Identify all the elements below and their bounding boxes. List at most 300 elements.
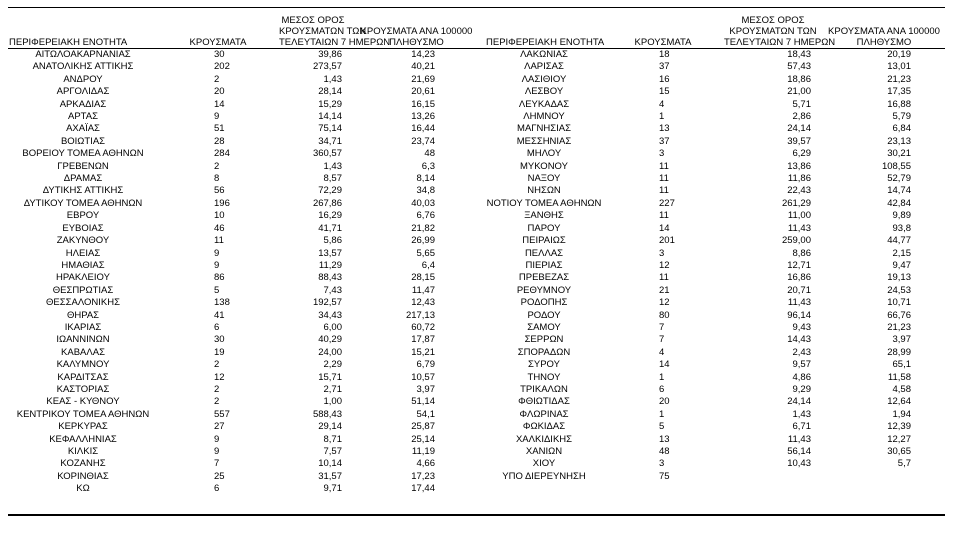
- cases-cell: 20: [214, 86, 225, 98]
- cases-cell: 27: [214, 421, 225, 433]
- cases-cell: 9: [214, 111, 220, 123]
- header-region: ΠΕΡΙΦΕΡΕΙΑΚΗ ΕΝΟΤΗΤΑ: [8, 10, 158, 49]
- table-row: [8, 185, 485, 197]
- cases-cell: 4: [659, 346, 665, 358]
- table-row: [485, 136, 945, 148]
- table-row: [8, 421, 485, 433]
- cases-cell: 6: [659, 383, 665, 395]
- table-body-right: [485, 49, 945, 484]
- header-row: [485, 10, 945, 49]
- cases-cell: 3: [659, 148, 665, 160]
- per100k-cell: 6,79: [416, 359, 435, 371]
- cases-cell: 9: [214, 259, 220, 271]
- region-name-cell: ΦΘΙΩΤΙΔΑΣ: [518, 396, 570, 408]
- cases-cell: 13: [659, 433, 670, 445]
- avg7-cell: 56,14: [787, 446, 811, 457]
- per100k-cell: 9,89: [892, 210, 911, 222]
- avg7-cell: [723, 471, 823, 483]
- avg7-cell: 24,00: [318, 346, 342, 358]
- region-name-cell: ΛΑΣΙΘΙΟΥ: [521, 73, 567, 85]
- cases-cell: 4: [659, 98, 665, 110]
- per100k-cell: 17,87: [411, 334, 435, 346]
- table-row: [485, 198, 945, 210]
- cases-cell: 9: [214, 247, 220, 259]
- avg7-cell: 14,14: [318, 111, 342, 123]
- avg7-cell: 12,71: [787, 259, 811, 271]
- avg7-cell: 14,43: [787, 334, 811, 346]
- table-row: [485, 210, 945, 222]
- region-name-cell: ΡΕΘΥΜΝΟΥ: [516, 284, 572, 296]
- region-name-cell: ΑΝΔΡΟΥ: [63, 73, 103, 85]
- avg7-cell: 6,29: [792, 148, 811, 160]
- avg7-cell: 18,43: [787, 49, 811, 60]
- per100k-cell: 5,79: [892, 111, 911, 123]
- region-name-cell: ΘΕΣΣΑΛΟΝΙΚΗΣ: [46, 297, 120, 309]
- avg7-cell: 29,14: [318, 421, 342, 433]
- avg7-cell: 259,00: [781, 235, 811, 247]
- per100k-cell: 40,21: [411, 61, 435, 73]
- cases-cell: 30: [214, 49, 225, 60]
- avg7-cell: 11,29: [318, 259, 342, 271]
- avg7-cell: 31,57: [318, 470, 342, 482]
- cases-cell: 3: [659, 247, 665, 259]
- cases-cell: 14: [214, 98, 225, 110]
- table-row: [8, 123, 485, 135]
- cases-cell: 12: [659, 297, 670, 309]
- avg7-cell: 1,43: [323, 160, 342, 172]
- region-name-cell: ΡΟΔΟΥ: [527, 309, 561, 321]
- cases-cell: 14: [659, 359, 670, 371]
- cases-cell: 11: [659, 272, 669, 284]
- avg7-cell: 192,57: [312, 297, 342, 309]
- region-name-cell: ΝΑΞΟΥ: [527, 173, 561, 185]
- table-row: [485, 434, 945, 446]
- region-name-cell: ΣΥΡΟΥ: [528, 359, 560, 371]
- region-name-cell: ΧΙΟΥ: [532, 458, 556, 470]
- cases-table-left: [8, 10, 485, 496]
- left-table-container: [8, 10, 485, 496]
- avg7-cell: 2,43: [792, 346, 811, 358]
- region-name-cell: ΓΡΕΒΕΝΩΝ: [57, 160, 109, 172]
- avg7-cell: 7,57: [323, 446, 342, 457]
- per100k-cell: 20,19: [887, 49, 911, 60]
- per100k-cell: 66,76: [887, 309, 911, 321]
- header-per100k: ΚΡΟΥΣΜΑΤΑ ΑΝΑ 100000 ΠΛΗΘΥΣΜΟ: [348, 10, 485, 49]
- cases-cell: 8: [214, 173, 220, 185]
- region-name-cell: ΙΩΑΝΝΙΝΩΝ: [56, 334, 110, 346]
- region-name-cell: ΘΗΡΑΣ: [66, 309, 100, 321]
- region-name-cell: ΗΡΑΚΛΕΙΟΥ: [56, 272, 110, 284]
- cases-cell: 51: [214, 123, 225, 135]
- table-row: [485, 347, 945, 359]
- table-row: [8, 111, 485, 123]
- cases-cell: 1: [659, 111, 665, 123]
- avg7-cell: 24,14: [787, 396, 811, 408]
- cases-cell: 284: [214, 148, 230, 160]
- cases-cell: 2: [214, 396, 220, 408]
- region-name-cell: ΚΑΛΥΜΝΟΥ: [56, 359, 110, 371]
- avg7-cell: 4,86: [792, 371, 811, 383]
- avg7-cell: 39,86: [318, 49, 342, 60]
- per100k-cell: 20,61: [411, 86, 435, 98]
- table-row: [8, 272, 485, 284]
- per100k-cell: 42,84: [887, 197, 911, 209]
- table-row: [8, 446, 485, 458]
- per100k-cell: 3,97: [416, 383, 435, 395]
- per100k-cell: 12,64: [887, 396, 911, 408]
- per100k-cell: 24,53: [887, 284, 911, 296]
- per100k-cell: 19,13: [887, 272, 911, 284]
- region-name-cell: ΗΛΕΙΑΣ: [65, 247, 101, 259]
- cases-cell: 6: [214, 321, 220, 333]
- per100k-cell: 11,47: [411, 284, 435, 296]
- table-row: [485, 123, 945, 135]
- region-name-cell: ΞΑΝΘΗΣ: [524, 210, 564, 222]
- per100k-cell: 2,15: [892, 247, 911, 259]
- header-cases: ΚΡΟΥΣΜΑΤΑ: [603, 10, 723, 49]
- region-name-cell: ΛΑΡΙΣΑΣ: [524, 61, 564, 73]
- per100k-cell: 108,55: [881, 160, 911, 172]
- table-row: [8, 483, 485, 495]
- table-row: [485, 161, 945, 173]
- cases-cell: 46: [214, 222, 225, 234]
- region-name-cell: ΚΕΝΤΡΙΚΟΥ ΤΟΜΕΑ ΑΘΗΝΩΝ: [16, 408, 150, 420]
- cases-cell: 11: [214, 235, 224, 247]
- avg7-cell: 21,00: [787, 86, 811, 98]
- avg7-cell: 261,29: [781, 197, 811, 209]
- region-name-cell: ΡΟΔΟΠΗΣ: [520, 297, 568, 309]
- per100k-cell: 12,27: [887, 433, 911, 445]
- avg7-cell: 360,57: [312, 148, 342, 160]
- region-name-cell: ΑΡΓΟΛΙΔΑΣ: [56, 86, 110, 98]
- header-avg7: ΜΕΣΟΣ ΟΡΟΣ ΚΡΟΥΣΜΑΤΩΝ ΤΩΝ ΤΕΛΕΥΤΑΙΩΝ 7 ΗΜΕΡΩΝ: [723, 10, 823, 49]
- region-name-cell: ΜΑΓΝΗΣΙΑΣ: [517, 123, 571, 135]
- region-name-cell: ΔΥΤΙΚΟΥ ΤΟΜΕΑ ΑΘΗΝΩΝ: [23, 197, 143, 209]
- table-row: [485, 372, 945, 384]
- per100k-cell: 23,74: [411, 135, 435, 147]
- per100k-cell: 17,35: [887, 86, 911, 98]
- avg7-cell: 5,71: [792, 98, 811, 110]
- region-name-cell: ΑΝΑΤΟΛΙΚΗΣ ΑΤΤΙΚΗΣ: [32, 61, 134, 73]
- table-row: [8, 347, 485, 359]
- avg7-cell: 8,71: [323, 433, 342, 445]
- table-row: [8, 198, 485, 210]
- cases-cell: 2: [214, 160, 220, 172]
- region-name-cell: ΕΥΒΟΙΑΣ: [62, 222, 104, 234]
- per100k-cell: 28,15: [411, 272, 435, 284]
- region-name-cell: ΖΑΚΥΝΘΟΥ: [56, 235, 110, 247]
- table-row: [485, 384, 945, 396]
- per100k-cell: 25,14: [411, 433, 435, 445]
- cases-cell: 16: [659, 73, 670, 85]
- per100k-cell: 16,15: [411, 98, 435, 110]
- table-row: [485, 148, 945, 160]
- table-row: [8, 248, 485, 260]
- per100k-cell: 10,71: [887, 297, 911, 309]
- region-name-cell: ΜΥΚΟΝΟΥ: [520, 160, 568, 172]
- avg7-cell: 15,29: [318, 98, 342, 110]
- header-row: [8, 10, 485, 49]
- avg7-cell: 16,29: [318, 210, 342, 222]
- cases-cell: 2: [214, 73, 220, 85]
- per100k-cell: 93,8: [892, 222, 911, 234]
- region-name-cell: ΛΗΜΝΟΥ: [523, 111, 565, 123]
- avg7-cell: 8,57: [323, 173, 342, 185]
- cases-cell: 13: [659, 123, 670, 135]
- avg7-cell: 11,43: [787, 297, 811, 309]
- avg7-cell: 11,00: [787, 210, 811, 222]
- region-name-cell: ΝΗΣΩΝ: [527, 185, 561, 197]
- table-row: [8, 372, 485, 384]
- region-name-cell: ΚΕΑΣ - ΚΥΘΝΟΥ: [46, 396, 120, 408]
- per100k-cell: 13,01: [887, 61, 911, 73]
- region-name-cell: ΙΚΑΡΙΑΣ: [64, 321, 102, 333]
- region-name-cell: ΔΥΤΙΚΗΣ ΑΤΤΙΚΗΣ: [42, 185, 124, 197]
- cases-cell: 6: [214, 483, 220, 495]
- table-row: [485, 74, 945, 86]
- region-name-cell: ΚΕΡΚΥΡΑΣ: [58, 421, 108, 433]
- right-table-container: [485, 10, 945, 483]
- region-name-cell: ΠΡΕΒΕΖΑΣ: [518, 272, 570, 284]
- per100k-cell: 12,39: [887, 421, 911, 433]
- region-name-cell: ΝΟΤΙΟΥ ΤΟΜΕΑ ΑΘΗΝΩΝ: [486, 197, 602, 209]
- table-row: [8, 384, 485, 396]
- avg7-cell: 1,00: [323, 396, 342, 408]
- region-name-cell: ΠΙΕΡΙΑΣ: [525, 259, 563, 271]
- avg7-cell: 9,71: [323, 483, 342, 495]
- table-row: [8, 136, 485, 148]
- region-name-cell: ΑΡΤΑΣ: [68, 111, 98, 123]
- region-name-cell: ΤΗΝΟΥ: [527, 371, 561, 383]
- table-row: [8, 61, 485, 73]
- avg7-cell: 75,14: [318, 123, 342, 135]
- table-row: [8, 49, 485, 62]
- avg7-cell: 7,43: [323, 284, 342, 296]
- per100k-cell: 14,74: [887, 185, 911, 197]
- avg7-cell: 6,71: [792, 421, 811, 433]
- table-row: [485, 322, 945, 334]
- region-name-cell: ΛΕΣΒΟΥ: [524, 86, 564, 98]
- table-row: [485, 334, 945, 346]
- header-cases: ΚΡΟΥΣΜΑΤΑ: [158, 10, 278, 49]
- per100k-cell: 6,76: [416, 210, 435, 222]
- avg7-cell: 11,86: [787, 173, 811, 185]
- per100k-cell: 11,58: [887, 371, 911, 383]
- cases-cell: 201: [659, 235, 675, 247]
- cases-cell: 28: [214, 135, 225, 147]
- per100k-cell: 17,44: [411, 483, 435, 495]
- table-row: [8, 434, 485, 446]
- cases-cell: 20: [659, 396, 670, 408]
- cases-cell: 2: [214, 383, 220, 395]
- region-name-cell: ΗΜΑΘΙΑΣ: [61, 259, 105, 271]
- table-row: [8, 297, 485, 309]
- cases-cell: 7: [659, 321, 665, 333]
- table-row: [485, 285, 945, 297]
- table-row: [8, 210, 485, 222]
- per100k-cell: 8,14: [416, 173, 435, 185]
- avg7-cell: 273,57: [312, 61, 342, 73]
- per100k-cell: 6,4: [421, 259, 435, 271]
- header-region: ΠΕΡΙΦΕΡΕΙΑΚΗ ΕΝΟΤΗΤΑ: [485, 10, 603, 49]
- cases-cell: 11: [659, 160, 669, 172]
- region-name-cell: ΚΩ: [76, 483, 90, 495]
- cases-cell: 5: [659, 421, 665, 433]
- avg7-cell: 39,57: [787, 135, 811, 147]
- per100k-cell: 16,44: [411, 123, 435, 135]
- cases-cell: 37: [659, 61, 670, 73]
- region-name-cell: ΑΙΤΩΛΟΑΚΑΡΝΑΝΙΑΣ: [35, 49, 131, 60]
- cases-cell: 30: [214, 334, 225, 346]
- avg7-cell: 96,14: [787, 309, 811, 321]
- table-row: [485, 49, 945, 62]
- region-name-cell: ΣΠΟΡΑΔΩΝ: [517, 346, 571, 358]
- avg7-cell: 16,86: [787, 272, 811, 284]
- avg7-cell: 13,86: [787, 160, 811, 172]
- avg7-cell: 9,43: [792, 321, 811, 333]
- region-name-cell: ΚΟΡΙΝΘΙΑΣ: [57, 470, 109, 482]
- table-row: [8, 458, 485, 470]
- table-body-left: [8, 49, 485, 496]
- cases-cell: 21: [659, 284, 670, 296]
- table-row: [8, 409, 485, 421]
- region-name-cell: ΛΑΚΩΝΙΑΣ: [520, 49, 568, 60]
- per100k-cell: 21,23: [887, 73, 911, 85]
- table-row: [485, 248, 945, 260]
- table-row: [8, 235, 485, 247]
- per100k-cell: 3,97: [892, 334, 911, 346]
- cases-cell: 15: [659, 86, 670, 98]
- per100k-cell: 11,19: [411, 446, 435, 457]
- table-row: [485, 86, 945, 98]
- avg7-cell: 41,71: [318, 222, 342, 234]
- table-row: [485, 421, 945, 433]
- cases-cell: 56: [214, 185, 225, 197]
- cases-cell: 12: [214, 371, 225, 383]
- avg7-cell: 8,86: [792, 247, 811, 259]
- cases-cell: 25: [214, 470, 225, 482]
- region-name-cell: ΒΟΡΕΙΟΥ ΤΟΜΕΑ ΑΘΗΝΩΝ: [22, 148, 144, 160]
- region-name-cell: ΘΕΣΠΡΩΤΙΑΣ: [52, 284, 114, 296]
- per100k-cell: 25,87: [411, 421, 435, 433]
- table-row: [485, 396, 945, 408]
- table-row: [485, 310, 945, 322]
- table-row: [8, 74, 485, 86]
- region-name-cell: ΜΗΛΟΥ: [526, 148, 562, 160]
- per100k-cell: 4,66: [416, 458, 435, 470]
- per100k-cell: 21,69: [411, 73, 435, 85]
- header-avg7: ΜΕΣΟΣ ΟΡΟΣ ΚΡΟΥΣΜΑΤΩΝ ΤΩΝ ΤΕΛΕΥΤΑΙΩΝ 7 ΗΜΕΡΩΝ: [278, 10, 348, 49]
- per100k-cell: 9,47: [892, 259, 911, 271]
- per100k-cell: 65,1: [892, 359, 911, 371]
- table-row: [485, 272, 945, 284]
- region-name-cell: ΚΙΛΚΙΣ: [67, 446, 99, 457]
- region-name-cell: ΠΕΙΡΑΙΩΣ: [522, 235, 566, 247]
- avg7-cell: 34,71: [318, 135, 342, 147]
- table-row: [8, 310, 485, 322]
- region-name-cell: ΚΕΦΑΛΛΗΝΙΑΣ: [49, 433, 117, 445]
- region-name-cell: ΜΕΣΣΗΝΙΑΣ: [516, 135, 572, 147]
- region-name-cell: ΑΧΑΪΑΣ: [66, 123, 100, 135]
- cases-cell: 9: [214, 446, 220, 457]
- avg7-cell: 5,86: [323, 235, 342, 247]
- cases-cell: 1: [659, 371, 665, 383]
- table-row: [8, 86, 485, 98]
- cases-cell: 11: [659, 185, 669, 197]
- table-row: [485, 223, 945, 235]
- per100k-cell: 14,23: [411, 49, 435, 60]
- table-row: [485, 185, 945, 197]
- per100k-cell: 21,23: [887, 321, 911, 333]
- per100k-cell: 54,1: [416, 408, 435, 420]
- per100k-cell: 16,88: [887, 98, 911, 110]
- region-name-cell: ΤΡΙΚΑΛΩΝ: [520, 383, 568, 395]
- region-name-cell: ΑΡΚΑΔΙΑΣ: [59, 98, 107, 110]
- region-name-cell: ΚΑΡΔΙΤΣΑΣ: [57, 371, 109, 383]
- cases-cell: 12: [659, 259, 670, 271]
- cases-cell: 48: [659, 446, 670, 457]
- per100k-cell: 12,43: [411, 297, 435, 309]
- avg7-cell: 1,43: [323, 73, 342, 85]
- avg7-cell: 24,14: [787, 123, 811, 135]
- per100k-cell: 6,84: [892, 123, 911, 135]
- table-row: [8, 285, 485, 297]
- region-name-cell: ΧΑΝΙΩΝ: [525, 446, 563, 457]
- cases-cell: 75: [659, 470, 670, 482]
- region-name-cell: ΔΡΑΜΑΣ: [63, 173, 103, 185]
- table-row: [485, 446, 945, 458]
- per100k-cell: 10,57: [411, 371, 435, 383]
- region-name-cell: ΛΕΥΚΑΔΑΣ: [518, 98, 570, 110]
- avg7-cell: 9,29: [792, 383, 811, 395]
- cases-cell: 86: [214, 272, 225, 284]
- header-per100k: ΚΡΟΥΣΜΑΤΑ ΑΝΑ 100000 ΠΛΗΘΥΣΜΟ: [823, 10, 945, 49]
- avg7-cell: 1,43: [792, 408, 811, 420]
- per100k-cell: 52,79: [887, 173, 911, 185]
- avg7-cell: 2,71: [323, 383, 342, 395]
- per100k-cell: 217,13: [405, 309, 435, 321]
- avg7-cell: 57,43: [787, 61, 811, 73]
- per100k-cell: 5,7: [897, 458, 911, 470]
- per100k-cell: 40,03: [411, 197, 435, 209]
- region-name-cell: ΕΒΡΟΥ: [66, 210, 100, 222]
- per100k-cell: 6,3: [421, 160, 435, 172]
- region-name-cell: ΧΑΛΚΙΔΙΚΗΣ: [515, 433, 573, 445]
- cases-cell: 11: [659, 210, 669, 222]
- table-row: [485, 235, 945, 247]
- per100k-cell: 26,99: [411, 235, 435, 247]
- per100k-cell: 51,14: [411, 396, 435, 408]
- per100k-cell: 13,26: [411, 111, 435, 123]
- table-row: [485, 409, 945, 421]
- region-name-cell: ΦΛΩΡΙΝΑΣ: [519, 408, 569, 420]
- table-row: [8, 148, 485, 160]
- per100k-cell: 60,72: [411, 321, 435, 333]
- table-row: [8, 334, 485, 346]
- avg7-cell: 11,43: [787, 433, 811, 445]
- table-row: [485, 297, 945, 309]
- region-name-cell: ΥΠΟ ΔΙΕΡΕΥΝΗΣΗ: [502, 470, 586, 482]
- table-row: [8, 471, 485, 483]
- avg7-cell: 34,43: [318, 309, 342, 321]
- per100k-cell: 15,21: [411, 346, 435, 358]
- avg7-cell: 88,43: [318, 272, 342, 284]
- avg7-cell: 13,57: [318, 247, 342, 259]
- region-name-cell: ΠΑΡΟΥ: [527, 222, 561, 234]
- per100k-cell: 30,65: [887, 446, 911, 457]
- cases-cell: 202: [214, 61, 230, 73]
- cases-cell: 227: [659, 197, 675, 209]
